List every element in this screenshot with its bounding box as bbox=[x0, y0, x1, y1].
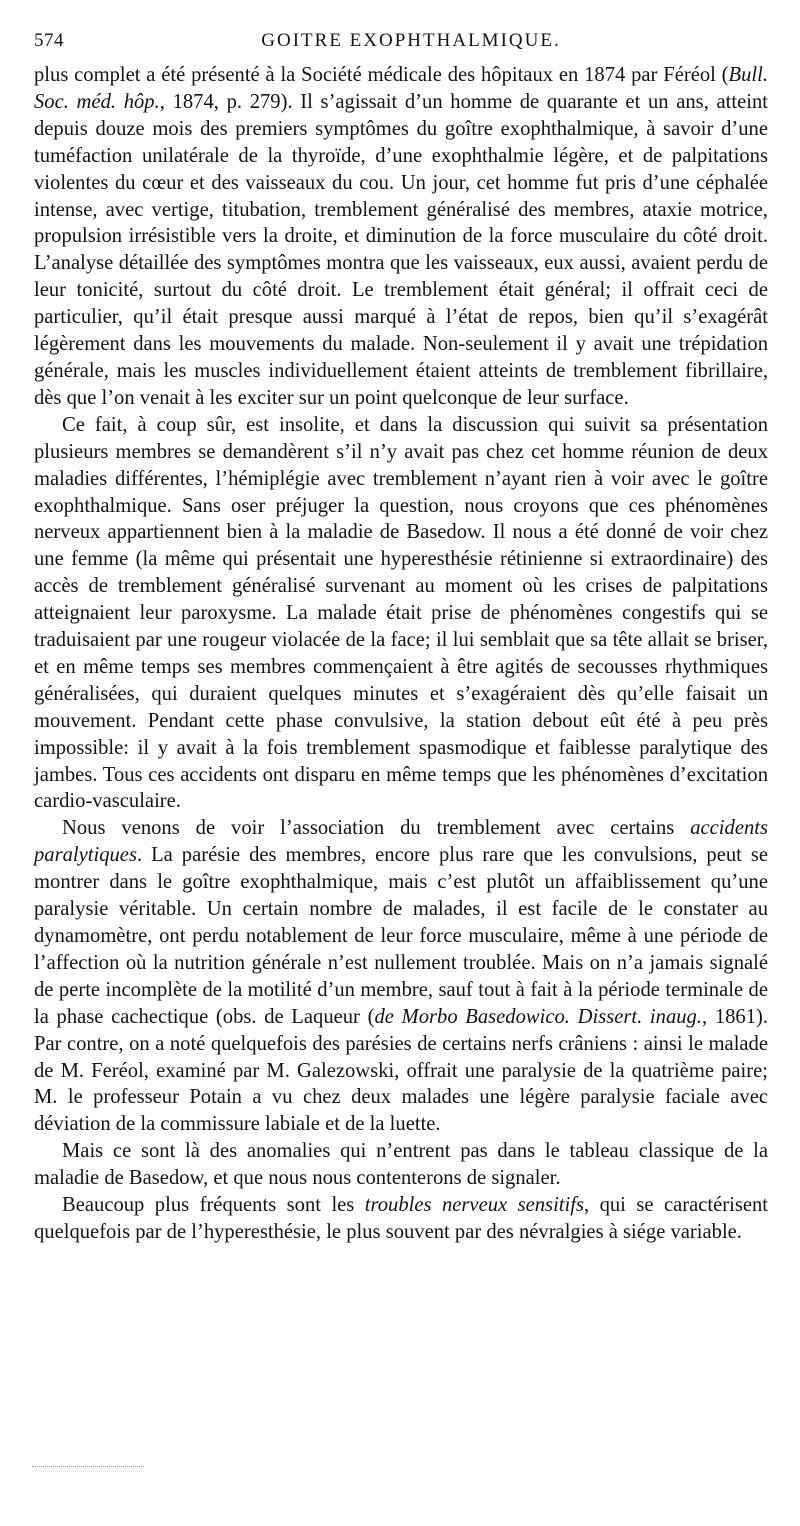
text-run: Beaucoup plus fréquents sont les bbox=[62, 1194, 365, 1217]
italic-text: accidents paralytiques bbox=[34, 817, 768, 867]
page-number: 574 bbox=[34, 30, 64, 51]
text-run: , 1874, p. 279). Il s’agissait d’un homme de quarante et un ans, atteint depuis douze mois des premiers symptômes du goître exophthalmique, à savoir d’une tuméfaction unilatérale de la thyroïde, d’une exophthalmie légère, et de palpitations violentes du cœur et des vaisseaux du cou. Un jour, cet homme fut pris d’une céphalée intense, avec vertige, titubation, tremblement généralisé des membres, ataxie motrice, propulsion irrésistible vers la droite, et diminution de la force musculaire du côté droit. L’analyse détaillée des symptômes montra que les vaisseaux, eux aussi, avaient perdu de leur tonicité, surtout du côté droit. Le tremblement était général; il offrait ceci de particulier, qu’il était presque aussi marqué à l’état de repos, bien qu’il s’exagérât légèrement dans les mouvements du malade. Non-seulement il y avait une trépidation générale, mais les muscles individuellement étaient atteints de tremblement fibrillaire, dès que l’on venait à les exciter sur un point quelconque de leur surface. bbox=[34, 90, 768, 409]
paragraph bbox=[34, 412, 768, 816]
running-head bbox=[34, 26, 768, 62]
italic-text: de Morbo Basedowico. Dissert. inaug. bbox=[374, 1005, 702, 1028]
italic-text: Bull. Soc. méd. hôp. bbox=[34, 64, 768, 113]
text-run: , 1861). Par contre, on a noté quelquefois des parésies de certains nerfs crâniens : ainsi le malade de M. Feréol, examiné par M. Galezowski, offrait une paralysie de la quatrième paire; M. le professeur Potain a vu chez deux malades une légère paralysie faciale avec déviation de la commissure labiale et de la luette. bbox=[34, 1005, 769, 1136]
paragraph bbox=[34, 1138, 768, 1192]
footer-rule bbox=[32, 1466, 144, 1467]
paragraph bbox=[34, 62, 768, 412]
text-run: Nous venons de voir l’association du tremblement avec certains bbox=[62, 817, 691, 840]
text-run: plus complet a été présenté à la Société médicale des hôpitaux en 1874 par Féréol ( bbox=[34, 64, 729, 86]
text-run: Ce fait, à coup sûr, est insolite, et dans la discussion qui suivit sa présentation plusieurs membres se demandèrent s’il n’y avait pas chez cet homme réunion de deux maladies différentes, l’hémiplégie avec tremblement n’ayant rien à voir avec le goître exophthalmique. Sans oser préjuger la question, nous croyons que ces phénomènes nerveux appartiennent bien à la maladie de Basedow. Il nous a été donné de voir chez une femme (la même qui présentait une hyperesthésie rétinienne si extraordinaire) des accès de tremblement généralisé survenant au moment où les crises de palpitations atteignaient leur paroxysme. La malade était prise de phénomènes congestifs qui se traduisaient par une rougeur violacée de la face; il lui semblait que sa tête allait se briser, et en même temps ses membres commençaient à être agités de secousses rhythmiques généralisées, qui duraient quelques minutes et s’exagéraient dès qu’elle faisait un mouvement. Pendant cette phase convulsive, la station debout eût été à peu près impossible: il y avait à la fois tremblement spasmodique et faiblesse paralytique des jambes. Tous ces accidents ont disparu en même temps que les phénomènes d’excitation cardio-vasculaire. bbox=[34, 413, 768, 813]
text-run: . La parésie des membres, encore plus rare que les convulsions, peut se montrer dans le goître exophthalmique, mais c’est plutôt un affaiblissement qu’une paralysie véritable. Un certain nombre de malades, il est facile de le constater au dynamomètre, ont perdu notablement de leur force musculaire, même à une période de l’affection où la nutrition générale n’est nullement troublée. Mais on n’a jamais signalé de perte incomplète de la motilité d’un membre, sauf tout à fait à la période terminale de la phase cachectique (obs. de Laqueur ( bbox=[34, 844, 768, 1028]
italic-text: troubles nerveux sensitifs bbox=[364, 1194, 584, 1217]
body-text bbox=[34, 62, 768, 1246]
paragraph bbox=[34, 1192, 768, 1246]
paragraph bbox=[34, 815, 768, 1138]
book-page bbox=[34, 26, 768, 1246]
text-run: Mais ce sont là des anomalies qui n’entrent pas dans le tableau classique de la maladie de Basedow, et que nous nous contenterons de signaler. bbox=[34, 1140, 768, 1190]
text-run: , qui se caractérisent quelquefois par de l’hyperesthésie, le plus souvent par des névralgies à siége variable. bbox=[34, 1194, 768, 1243]
running-title: GOITRE EXOPHTHALMIQUE. bbox=[261, 30, 561, 51]
